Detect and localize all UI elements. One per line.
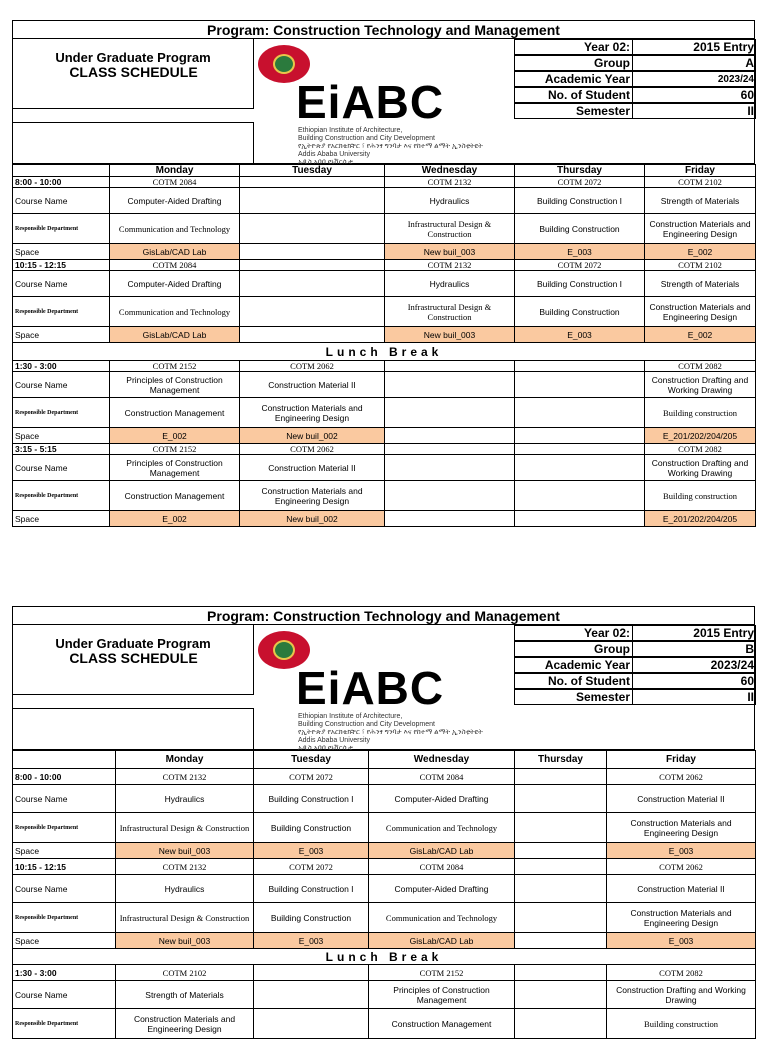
department-row xyxy=(13,813,756,843)
responsible-department xyxy=(385,481,515,511)
space-label: Space xyxy=(13,843,116,859)
info-value: 2015 Entry xyxy=(693,626,754,640)
info-label: Group xyxy=(515,56,633,70)
responsible-department: Construction Management xyxy=(369,1009,515,1039)
course-code xyxy=(515,444,645,455)
info-row xyxy=(514,657,756,673)
course-name-row xyxy=(13,188,756,214)
course-code: COTM 2072 xyxy=(254,859,369,875)
course-code: COTM 2084 xyxy=(369,769,515,785)
timetable xyxy=(12,750,756,1039)
responsible-department: Infrastructural Design & Construction xyxy=(116,903,254,933)
space-row xyxy=(13,244,756,260)
room-space: E_201/202/204/205 xyxy=(645,428,756,444)
responsible-department: Communication and Technology xyxy=(369,813,515,843)
department-label: Responsible Department xyxy=(13,481,110,511)
room-space xyxy=(515,843,607,859)
eiabc-logo xyxy=(254,39,514,164)
course-name: Strength of Materials xyxy=(645,271,756,297)
info-row xyxy=(514,39,756,55)
day-header-thursday: Thursday xyxy=(515,751,607,769)
course-name-label: Course Name xyxy=(13,981,116,1009)
responsible-department: Construction Materials and Engineering Design xyxy=(645,297,756,327)
lunch-break: Lunch Break xyxy=(13,343,756,361)
course-code xyxy=(254,965,369,981)
course-name xyxy=(515,785,607,813)
logo-subtitle-line: የኢትዮጵያ የአርክቴክቸር ፣ የሕንፃ ግንባታ እና የከተማ ልማት ኢንስቲትዩት xyxy=(298,729,483,736)
day-header-row xyxy=(13,165,756,177)
logo-subtitle-line: Addis Ababa University xyxy=(298,151,370,158)
course-code: COTM 2062 xyxy=(240,361,385,372)
room-space xyxy=(240,327,385,343)
info-value: B xyxy=(745,642,754,656)
course-name-label: Course Name xyxy=(13,785,116,813)
course-name: Construction Material II xyxy=(607,875,756,903)
info-row xyxy=(514,641,756,657)
room-space: E_201/202/204/205 xyxy=(645,511,756,527)
course-name: Hydraulics xyxy=(116,785,254,813)
schedule-header xyxy=(12,39,755,164)
course-name xyxy=(515,372,645,398)
course-name xyxy=(385,372,515,398)
lunch-break: Lunch Break xyxy=(13,949,756,965)
course-name: Building Construction I xyxy=(515,271,645,297)
course-name-row xyxy=(13,455,756,481)
department-label: Responsible Department xyxy=(13,214,110,244)
responsible-department: Building Construction xyxy=(515,214,645,244)
course-name: Principles of Construction Management xyxy=(110,455,240,481)
time-slot: 3:15 - 5:15 xyxy=(13,444,110,455)
time-slot-row xyxy=(13,965,756,981)
logo-subtitle-line: አዲስ አበባ ዩኒቨርሲቲ xyxy=(298,745,353,752)
responsible-department: Infrastructural Design & Construction xyxy=(385,214,515,244)
course-name xyxy=(240,271,385,297)
course-name-label: Course Name xyxy=(13,188,110,214)
course-code xyxy=(240,260,385,271)
course-name: Construction Drafting and Working Drawing xyxy=(645,455,756,481)
info-label: No. of Student xyxy=(515,88,633,102)
course-name xyxy=(515,875,607,903)
day-header-wednesday: Wednesday xyxy=(385,165,515,177)
course-code: COTM 2082 xyxy=(645,361,756,372)
course-code: COTM 2072 xyxy=(515,260,645,271)
course-name: Computer-Aided Drafting xyxy=(110,188,240,214)
course-name: Construction Drafting and Working Drawing xyxy=(607,981,756,1009)
time-slot-row xyxy=(13,444,756,455)
responsible-department: Construction Management xyxy=(110,481,240,511)
responsible-department xyxy=(515,398,645,428)
lunch-row xyxy=(13,949,756,965)
space-label: Space xyxy=(13,428,110,444)
responsible-department: Communication and Technology xyxy=(110,214,240,244)
time-slot: 8:00 - 10:00 xyxy=(13,769,116,785)
department-row xyxy=(13,297,756,327)
day-header-blank xyxy=(13,165,110,177)
room-space: New buil_002 xyxy=(240,511,385,527)
time-slot: 1:30 - 3:00 xyxy=(13,361,110,372)
logo-subtitle-line: Building Construction and City Development xyxy=(298,135,435,142)
room-space xyxy=(515,428,645,444)
schedule-group-a xyxy=(12,20,755,572)
room-space: E_003 xyxy=(254,933,369,949)
course-name: Hydraulics xyxy=(385,271,515,297)
room-space: New buil_003 xyxy=(385,244,515,260)
department-row xyxy=(13,398,756,428)
course-code: COTM 2102 xyxy=(645,177,756,188)
course-code xyxy=(515,361,645,372)
course-code: COTM 2132 xyxy=(385,177,515,188)
responsible-department: Building Construction xyxy=(515,297,645,327)
program-title: Program: Construction Technology and Management xyxy=(12,20,755,39)
room-space: GisLab/CAD Lab xyxy=(110,327,240,343)
logo-subtitle-line: Addis Ababa University xyxy=(298,737,370,744)
info-label: No. of Student xyxy=(515,674,633,688)
room-space: E_002 xyxy=(110,511,240,527)
responsible-department: Construction Materials and Engineering Design xyxy=(240,481,385,511)
room-space xyxy=(385,511,515,527)
course-code xyxy=(515,769,607,785)
schedule-group-b xyxy=(12,606,755,1036)
program-level: Under Graduate Program xyxy=(13,625,254,695)
course-name-row xyxy=(13,875,756,903)
space-row xyxy=(13,327,756,343)
course-name xyxy=(515,981,607,1009)
course-code: COTM 2152 xyxy=(110,444,240,455)
responsible-department xyxy=(515,813,607,843)
timetable xyxy=(12,164,756,527)
day-header-friday: Friday xyxy=(607,751,756,769)
space-label: Space xyxy=(13,511,110,527)
responsible-department xyxy=(515,903,607,933)
time-slot: 1:30 - 3:00 xyxy=(13,965,116,981)
logo-brand: EiABC xyxy=(296,76,445,128)
course-code: COTM 2132 xyxy=(116,859,254,875)
header-blank-cell xyxy=(13,708,254,750)
department-label: Responsible Department xyxy=(13,297,110,327)
room-space: New buil_003 xyxy=(385,327,515,343)
course-code: COTM 2132 xyxy=(385,260,515,271)
course-name-row xyxy=(13,785,756,813)
room-space: E_003 xyxy=(607,933,756,949)
course-code: COTM 2084 xyxy=(369,859,515,875)
info-row xyxy=(514,55,756,71)
responsible-department: Infrastructural Design & Construction xyxy=(116,813,254,843)
course-code xyxy=(240,177,385,188)
info-row xyxy=(514,103,756,119)
department-label: Responsible Department xyxy=(13,813,116,843)
course-code xyxy=(515,859,607,875)
room-space: E_002 xyxy=(645,244,756,260)
room-space xyxy=(515,933,607,949)
logo-brand: EiABC xyxy=(296,662,445,714)
course-code: COTM 2152 xyxy=(369,965,515,981)
course-name-label: Course Name xyxy=(13,455,110,481)
day-header-friday: Friday xyxy=(645,165,756,177)
logo-subtitle-line: Ethiopian Institute of Architecture, xyxy=(298,127,403,134)
header-blank-cell xyxy=(13,122,254,164)
course-code: COTM 2152 xyxy=(110,361,240,372)
room-space: GisLab/CAD Lab xyxy=(369,843,515,859)
time-slot-row xyxy=(13,361,756,372)
room-space: E_003 xyxy=(515,244,645,260)
course-code xyxy=(385,361,515,372)
room-space: E_003 xyxy=(515,327,645,343)
room-space: E_002 xyxy=(645,327,756,343)
lunch-row xyxy=(13,343,756,361)
info-row xyxy=(514,87,756,103)
responsible-department: Construction Materials and Engineering Design xyxy=(607,813,756,843)
program-level: Under Graduate Program xyxy=(13,39,254,109)
course-name-label: Course Name xyxy=(13,271,110,297)
responsible-department xyxy=(385,398,515,428)
schedule-label: CLASS SCHEDULE xyxy=(69,650,198,666)
info-value: II xyxy=(747,690,754,704)
course-name: Strength of Materials xyxy=(116,981,254,1009)
space-row xyxy=(13,428,756,444)
space-label: Space xyxy=(13,244,110,260)
schedule-header xyxy=(12,625,755,750)
responsible-department: Construction Materials and Engineering Design xyxy=(645,214,756,244)
course-name: Building Construction I xyxy=(515,188,645,214)
info-label: Year 02: xyxy=(515,40,633,54)
time-slot-row xyxy=(13,260,756,271)
info-row xyxy=(514,673,756,689)
logo-subtitle-line: Building Construction and City Development xyxy=(298,721,435,728)
course-name: Principles of Construction Management xyxy=(369,981,515,1009)
responsible-department: Building construction xyxy=(645,481,756,511)
time-slot: 8:00 - 10:00 xyxy=(13,177,110,188)
day-header-tuesday: Tuesday xyxy=(240,165,385,177)
course-code: COTM 2102 xyxy=(116,965,254,981)
course-code xyxy=(385,444,515,455)
time-slot: 10:15 - 12:15 xyxy=(13,260,110,271)
course-code: COTM 2072 xyxy=(515,177,645,188)
info-label: Semester xyxy=(515,104,633,118)
course-name: Hydraulics xyxy=(116,875,254,903)
course-code xyxy=(515,965,607,981)
day-header-monday: Monday xyxy=(110,165,240,177)
course-name: Hydraulics xyxy=(385,188,515,214)
responsible-department: Communication and Technology xyxy=(369,903,515,933)
responsible-department xyxy=(240,297,385,327)
room-space: GisLab/CAD Lab xyxy=(369,933,515,949)
info-value: 2023/24 xyxy=(710,658,754,672)
room-space: GisLab/CAD Lab xyxy=(110,244,240,260)
info-label: Academic Year xyxy=(515,72,633,86)
course-name: Computer-Aided Drafting xyxy=(110,271,240,297)
course-code: COTM 2084 xyxy=(110,260,240,271)
course-name: Construction Material II xyxy=(240,372,385,398)
eiabc-logo xyxy=(254,625,514,750)
course-code: COTM 2062 xyxy=(607,769,756,785)
info-row xyxy=(514,689,756,705)
course-name: Building Construction I xyxy=(254,875,369,903)
logo-subtitle-line: Ethiopian Institute of Architecture, xyxy=(298,713,403,720)
responsible-department: Building construction xyxy=(607,1009,756,1039)
space-row xyxy=(13,933,756,949)
info-row xyxy=(514,625,756,641)
department-row xyxy=(13,214,756,244)
logo-subtitle xyxy=(298,713,498,753)
info-label: Academic Year xyxy=(515,658,633,672)
course-name: Strength of Materials xyxy=(645,188,756,214)
logo-subtitle-line: የኢትዮጵያ የአርክቴክቸር ፣ የሕንፃ ግንባታ እና የከተማ ልማት ኢንስቲትዩት xyxy=(298,143,483,150)
info-value: 2015 Entry xyxy=(693,40,754,54)
program-title: Program: Construction Technology and Management xyxy=(12,606,755,625)
time-slot-row xyxy=(13,769,756,785)
time-slot-row xyxy=(13,177,756,188)
info-value: II xyxy=(747,104,754,118)
info-value: 60 xyxy=(740,674,754,688)
responsible-department: Construction Management xyxy=(110,398,240,428)
responsible-department: Building Construction xyxy=(254,813,369,843)
room-space: New buil_003 xyxy=(116,843,254,859)
course-name-row xyxy=(13,372,756,398)
space-row xyxy=(13,511,756,527)
course-name: Computer-Aided Drafting xyxy=(369,785,515,813)
course-code: COTM 2132 xyxy=(116,769,254,785)
course-name-label: Course Name xyxy=(13,372,110,398)
room-space xyxy=(240,244,385,260)
room-space: E_003 xyxy=(254,843,369,859)
room-space: New buil_003 xyxy=(116,933,254,949)
course-name: Construction Material II xyxy=(607,785,756,813)
schedule-label: CLASS SCHEDULE xyxy=(69,64,198,80)
day-header-thursday: Thursday xyxy=(515,165,645,177)
course-name: Computer-Aided Drafting xyxy=(369,875,515,903)
course-name: Construction Drafting and Working Drawing xyxy=(645,372,756,398)
room-space: E_002 xyxy=(110,428,240,444)
responsible-department: Construction Materials and Engineering Design xyxy=(607,903,756,933)
day-header-wednesday: Wednesday xyxy=(369,751,515,769)
space-row xyxy=(13,843,756,859)
day-header-monday: Monday xyxy=(116,751,254,769)
day-header-blank xyxy=(13,751,116,769)
course-name: Principles of Construction Management xyxy=(110,372,240,398)
logo-subtitle xyxy=(298,127,498,167)
course-name: Construction Material II xyxy=(240,455,385,481)
course-name xyxy=(385,455,515,481)
course-code: COTM 2062 xyxy=(607,859,756,875)
info-value: A xyxy=(745,56,754,70)
department-label: Responsible Department xyxy=(13,903,116,933)
day-header-row xyxy=(13,751,756,769)
responsible-department: Construction Materials and Engineering Design xyxy=(240,398,385,428)
course-code: COTM 2082 xyxy=(607,965,756,981)
responsible-department: Construction Materials and Engineering Design xyxy=(116,1009,254,1039)
info-row xyxy=(514,71,756,87)
responsible-department xyxy=(240,214,385,244)
course-code: COTM 2062 xyxy=(240,444,385,455)
course-code: COTM 2084 xyxy=(110,177,240,188)
course-code: COTM 2072 xyxy=(254,769,369,785)
course-name xyxy=(515,455,645,481)
department-label: Responsible Department xyxy=(13,398,110,428)
info-label: Group xyxy=(515,642,633,656)
space-label: Space xyxy=(13,327,110,343)
logo-subtitle-line: አዲስ አበባ ዩኒቨርሲቲ xyxy=(298,159,353,166)
course-name-row xyxy=(13,271,756,297)
course-name xyxy=(240,188,385,214)
course-name-label: Course Name xyxy=(13,875,116,903)
info-value: 60 xyxy=(740,88,754,102)
room-space xyxy=(385,428,515,444)
info-value: 2023/24 xyxy=(717,74,754,85)
day-header-tuesday: Tuesday xyxy=(254,751,369,769)
time-slot-row xyxy=(13,859,756,875)
course-code: COTM 2102 xyxy=(645,260,756,271)
room-space: E_003 xyxy=(607,843,756,859)
info-label: Year 02: xyxy=(515,626,633,640)
department-label: Responsible Department xyxy=(13,1009,116,1039)
course-name: Building Construction I xyxy=(254,785,369,813)
course-code: COTM 2082 xyxy=(645,444,756,455)
responsible-department xyxy=(515,481,645,511)
responsible-department: Building construction xyxy=(645,398,756,428)
course-name-row xyxy=(13,981,756,1009)
course-name xyxy=(254,981,369,1009)
room-space xyxy=(515,511,645,527)
time-slot: 10:15 - 12:15 xyxy=(13,859,116,875)
space-label: Space xyxy=(13,933,116,949)
department-row xyxy=(13,481,756,511)
department-row xyxy=(13,903,756,933)
info-label: Semester xyxy=(515,690,633,704)
responsible-department: Infrastructural Design & Construction xyxy=(385,297,515,327)
responsible-department: Building Construction xyxy=(254,903,369,933)
responsible-department: Communication and Technology xyxy=(110,297,240,327)
room-space: New buil_002 xyxy=(240,428,385,444)
